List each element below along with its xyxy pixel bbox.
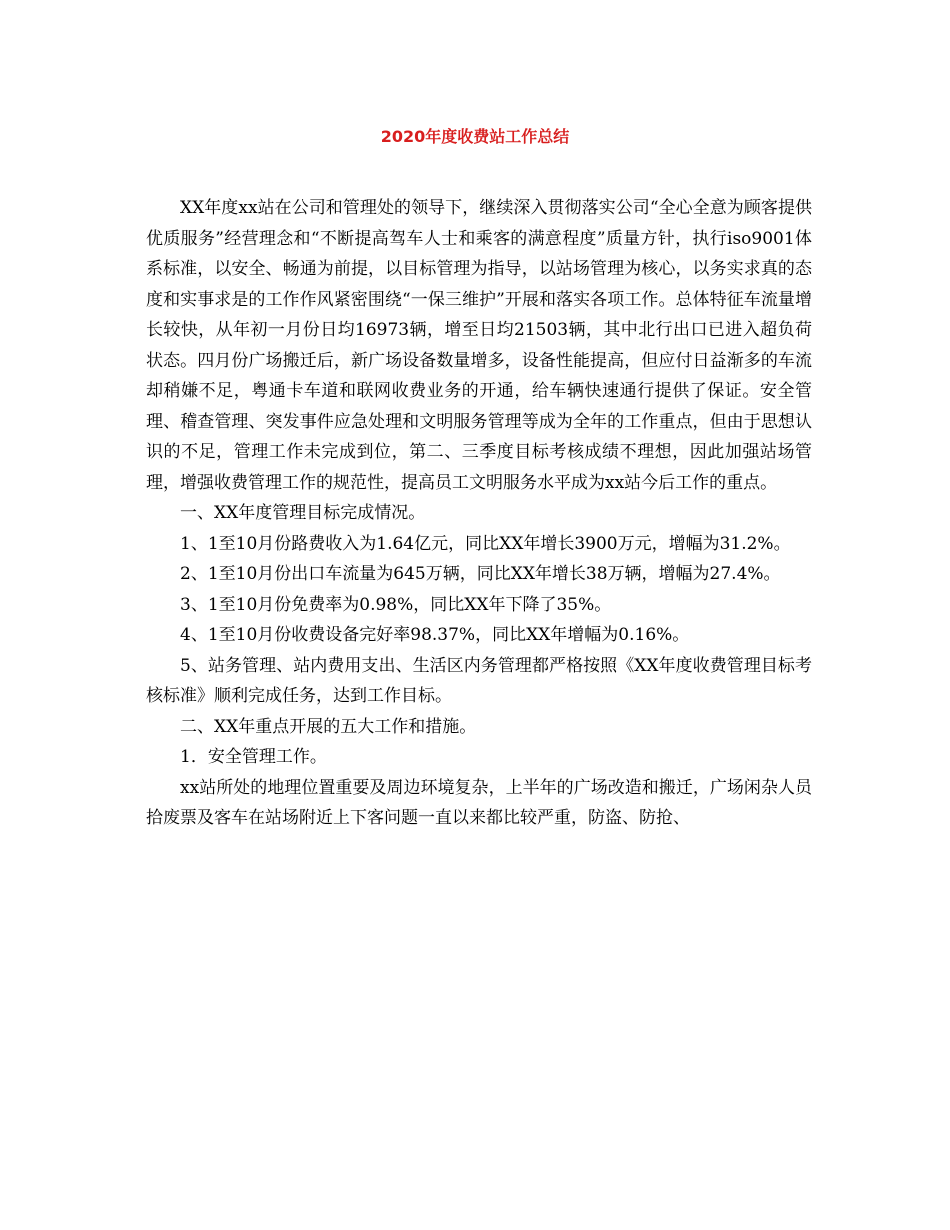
paragraph-intro: XX年度xx站在公司和管理处的领导下，继续深入贯彻落实公司“全心全意为顾客提供优质服务”经营理念和“不断提高驾车人士和乘客的满意程度”质量方针，执行iso9001体系标准，以安全、畅通为前提，以目标管理为指导，以站场管理为核心，以务实求真的态度和实事求是的工作作风紧密围绕“一保三维护”开展和落实各项工作。总体特征车流量增长较快，从年初一月份日均16973辆，增至日均21503辆，其中北行出口已进入超负荷状态。四月份广场搬迁后，新广场设备数量增多，设备性能提高，但应付日益渐多的车流却稍嫌不足，粤通卡车道和联网收费业务的开通，给车辆快速通行提供了保证。安全管理、稽查管理、突发事件应急处理和文明服务管理等成为全年的工作重点，但由于思想认识的不足，管理工作未完成到位，第二、三季度目标考核成绩不理想，因此加强站场管理，增强收费管理工作的规范性，提高员工文明服务水平成为xx站今后工作的重点。 [146, 198, 812, 493]
list-item-free-rate: 3、1至10月份免费率为0.98%，同比XX年下降了35%。 [180, 594, 612, 615]
list-item-station-management: 5、站务管理、站内费用支出、生活区内务管理都严格按照《XX年度收费管理目标考核标准》顺利完成任务，达到工作目标。 [146, 655, 812, 706]
section-heading-key-work: 二、XX年重点开展的五大工作和措施。 [180, 716, 477, 737]
list-item-toll-revenue: 1、1至10月份路费收入为1.64亿元，同比XX年增长3900万元，增幅为31.2%。 [180, 533, 791, 554]
document-title: 2020年度收费站工作总结 [380, 127, 570, 146]
document-body [146, 193, 812, 834]
subsection-heading-safety: 1．安全管理工作。 [180, 747, 327, 767]
paragraph-safety: xx站所处的地理位置重要及周边环境复杂，上半年的广场改造和搬迁，广场闲杂人员拾废票及客车在站场附近上下客问题一直以来都比较严重，防盗、防抢、 [146, 777, 812, 828]
list-item-equipment-rate: 4、1至10月份收费设备完好率98.37%，同比XX年增幅为0.16%。 [180, 625, 690, 645]
list-item-exit-traffic: 2、1至10月份出口车流量为645万辆，同比XX年增长38万辆，增幅为27.4%。 [180, 564, 781, 584]
section-heading-targets: 一、XX年度管理目标完成情况。 [180, 503, 426, 523]
